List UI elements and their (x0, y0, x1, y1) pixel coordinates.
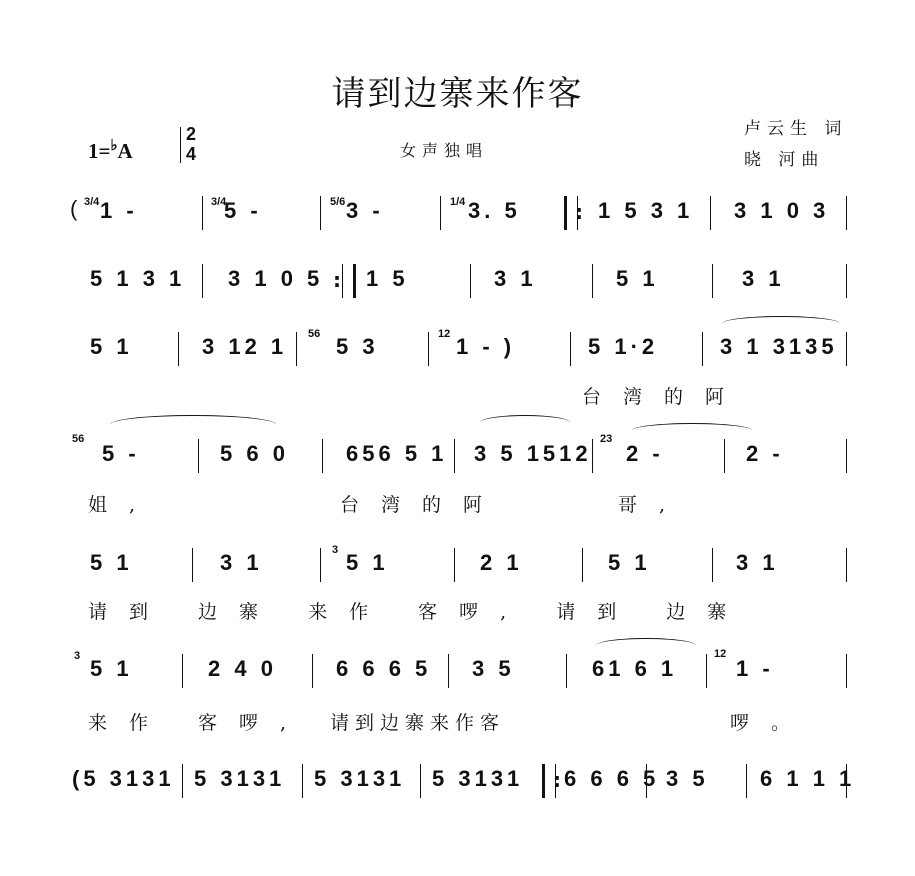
lyrics-line-4a: 来作 客啰, (88, 712, 309, 734)
grace-note: 56 (72, 433, 85, 445)
notes: 656 5 1 (346, 441, 448, 466)
lyrics-line-4c: 啰。 (730, 712, 813, 734)
performance-note: 女声独唱 (400, 141, 489, 160)
notes: 5 1 (346, 550, 389, 575)
notes: 3 5 (666, 766, 709, 791)
notes: 3 - (346, 198, 384, 223)
open-paren: ( (70, 196, 82, 221)
notes: 2 - (626, 441, 664, 466)
score-line-4 (70, 433, 850, 477)
flat-sign: ♭ (110, 138, 118, 154)
score-line-5 (70, 546, 850, 586)
notes: 5 3131 (314, 766, 406, 791)
notes: 1 5 3 1 (598, 198, 694, 223)
key-note: A (117, 139, 133, 163)
notes: 5 1 (90, 656, 133, 681)
notes: 61 6 1 (592, 656, 678, 681)
lyrics-line-4b: 请到边寨来作客 (330, 712, 506, 734)
grace-note: 12 (438, 328, 451, 340)
notes: 5 6 0 (220, 441, 289, 466)
time-signature (180, 124, 202, 164)
lyrics-line-3: 请到 边寨 来作 客啰, 请到 边寨 (88, 601, 749, 623)
score-line-1 (70, 194, 850, 234)
notes: 3 12 1 (202, 334, 288, 359)
lyricist-credit: 卢云生 词 (744, 119, 848, 139)
notes: 3 5 (472, 656, 515, 681)
notes: 3 1 (736, 550, 779, 575)
grace-note: 1/4 (450, 196, 466, 208)
notes: 3 1 (494, 266, 537, 291)
notes: 3. 5 (468, 198, 521, 223)
notes: 3 5 1512 (474, 441, 592, 466)
notes: 5 - (224, 198, 262, 223)
score-line-3 (70, 330, 850, 370)
grace-note: 23 (600, 433, 613, 445)
score-line-7 (70, 762, 856, 802)
grace-note: 3/4 (84, 196, 100, 208)
grace-note: 3 (332, 544, 339, 556)
notes: 1 - (100, 198, 138, 223)
lyrics-line-2c: 哥, (618, 494, 688, 516)
notes: 5 3131 (194, 766, 286, 791)
grace-note: 12 (714, 648, 727, 660)
lyrics-line-1: 台湾的阿 (582, 386, 747, 408)
notes: 3 1 (742, 266, 785, 291)
notes: 3 1 3135 (720, 334, 838, 359)
notes: 1 - (736, 656, 774, 681)
notes: 5 - (102, 441, 140, 466)
notes: 2 4 0 (208, 656, 277, 681)
meter-top: 2 (185, 124, 196, 144)
notes: 5 3 (336, 334, 379, 359)
notes: 1 5 (366, 266, 409, 291)
meter-bottom: 4 (185, 144, 196, 164)
notes: 6 6 6 5 (564, 766, 660, 791)
composer-credit: 晓 河曲 (744, 150, 825, 170)
notes: 5 3131 (432, 766, 524, 791)
notes: 5 1 (616, 266, 659, 291)
notes: 6 1 1 1 (760, 766, 856, 791)
notes: 2 1 (480, 550, 523, 575)
score-line-6 (70, 648, 850, 692)
grace-note: 5/6 (330, 196, 346, 208)
notes: 5 1 (90, 334, 133, 359)
grace-note: 56 (308, 328, 321, 340)
notes: 5 1 (90, 550, 133, 575)
notes: 6 6 6 5 (336, 656, 432, 681)
page-title: 请到边寨来作客 (331, 74, 584, 114)
grace-note: 3 (74, 650, 81, 662)
notes: 2 - (746, 441, 784, 466)
lyrics-line-2a: 姐, (88, 494, 158, 516)
lyrics-line-2b: 台湾的阿 (340, 494, 505, 516)
notes: 5 1 3 1 (90, 266, 186, 291)
key-signature (88, 136, 133, 164)
notes: (5 3131 (72, 766, 175, 791)
notes: 3 1 0 5 (228, 266, 324, 291)
grace-note: 3/4 (211, 196, 227, 208)
notes: 5 1·2 (588, 334, 659, 359)
notes: 1 - ) (456, 334, 516, 359)
notes: 3 1 (220, 550, 263, 575)
score-line-2 (70, 262, 850, 302)
notes: 5 1 (608, 550, 651, 575)
key-label: 1= (88, 139, 111, 163)
notes: 3 1 0 3 (734, 198, 830, 223)
